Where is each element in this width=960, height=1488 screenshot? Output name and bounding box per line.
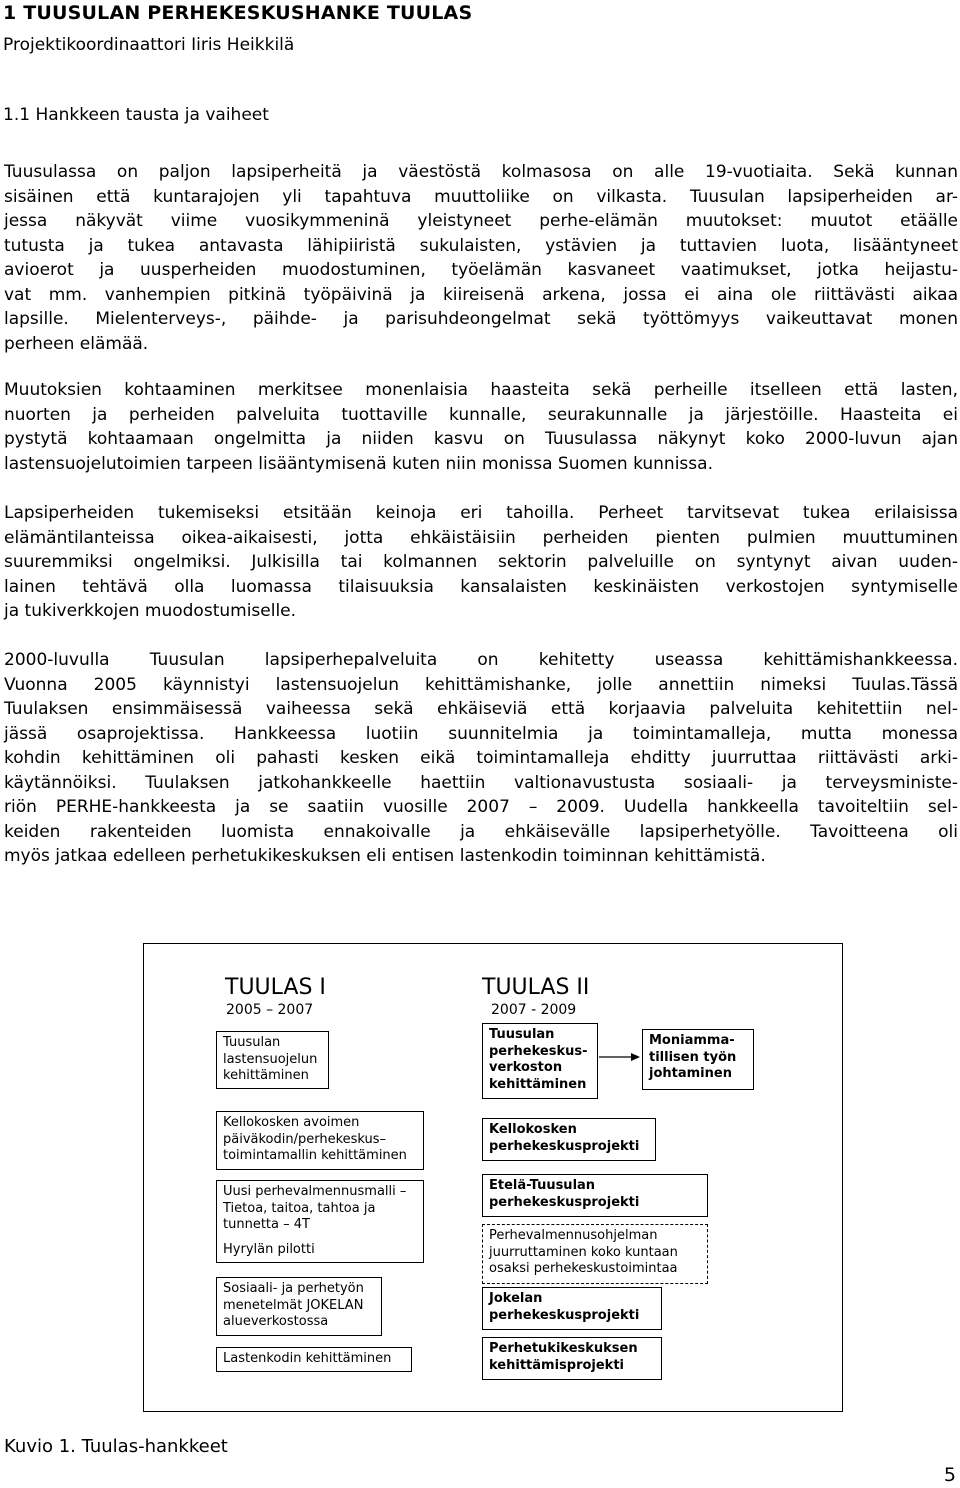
box-line: Uusi perhevalmennusmalli – [223,1184,407,1199]
box-line: kehittämisprojekti [489,1357,625,1373]
text-line: perheen elämää. [4,333,149,354]
text-line: jässä osaprojektissa. Hankkeessa luotiin suunnitelmia ja toimintamalleja, mutta monessa [4,723,958,744]
text-line: Tuusulassa on paljon lapsiperheitä ja väestöstä kolmasosa on alle 19-vuotiaita. Sekä kunnan [4,162,958,182]
box-line: johtaminen [649,1066,732,1081]
text-line: sisäinen että kuntarajojen yli tapahtuva muuttoliike on vilkasta. Tuusulan lapsiperheiden ar- [4,186,958,207]
box-line: verkoston [489,1060,563,1075]
box-line: Sosiaali- ja perhetyön [223,1281,364,1296]
paragraph-4 [4,648,958,869]
box-line: päiväkodin/perhekeskus– [223,1131,387,1147]
box-line: Jokelan [489,1291,543,1306]
section-heading: 1.1 Hankkeen tausta ja vaiheet [3,105,269,125]
text-line: pystytä kohtaamaan ongelmitta ja niiden kasvu on Tuusulassa näkynyt koko 2000-luvun ajan [4,429,958,449]
text-line: lainen tehtävä olla luomassa tilaisuuksia kansalaisten keskinäisten verkostojen syntymiselle [4,576,958,597]
tuulas-i-title: TUULAS I [225,975,326,1000]
text-line: nuorten ja perheiden palveluita tuottaville kunnalle, seurakunnalle ja järjestöille. Haasteita ei [4,404,958,425]
box-line: juurruttaminen koko kuntaan [489,1244,678,1260]
text-line: lapsille. Mielenterveys-, päihde- ja parisuhdeongelmat sekä työttömyys vaikeuttavat monen [4,309,958,329]
text-line: vat mm. vanhempien pitkinä työpäivinä ja kiireisenä arkena, jossa ei aina ole riittävästi aikaa [4,284,958,305]
box-line: menetelmät JOKELAN [223,1297,364,1313]
box-etela-tuusulan-perhekeskus [482,1174,708,1217]
text-line: Tuulaksen ensimmäisessä vaiheessa sekä ehkäiseviä että korjaavia palveluita kehitettiin nel- [4,699,958,719]
figure-caption: Kuvio 1. Tuulas-hankkeet [4,1436,228,1457]
box-line: kehittäminen [223,1068,309,1083]
box-line: Kellokosken [489,1122,577,1137]
text-line: suuremmiksi ongelmiksi. Julkisilla tai kolmannen sektorin palveluille on syntynyt aivan uuden- [4,552,958,572]
box-line: Lastenkodin kehittäminen [223,1351,392,1366]
text-line: avioerot ja uusperheiden muodostuminen, työelämän kasvaneet vaatimukset, jotka heijastu- [4,260,958,280]
box-line: kehittäminen [489,1076,587,1092]
text-line: Vuonna 2005 käynnistyi lastensuojelun kehittämishanke, jolle annettiin nimeksi Tuulas.Tässä [4,674,958,695]
page-number: 5 [943,1464,956,1486]
box-line: Perhetukikeskuksen [489,1341,638,1356]
author-line: Projektikoordinaattori Iiris Heikkilä [3,35,295,55]
box-line: lastensuojelun [223,1051,318,1067]
text-line: elämäntilanteissa oikea-aikaisesti, jotta ehkäistäisiin perheiden pienten pulmien muuttuminen [4,527,958,548]
text-line: kohdin kehittäminen oli pahasti kesken eikä toimintamalleja ehditty juurruttaa riittävästi arki- [4,748,958,768]
box-line: Hyrylän pilotti [223,1241,315,1257]
box-perhevalmennusohjelma [482,1224,708,1284]
text-line: tutusta ja tukea antavasta lähipiiristä sukulaisten, ystävien ja tuttavien luota, lisääntyneet [4,235,958,256]
box-line: Kellokosken avoimen [223,1115,360,1130]
box-kellokosken-perhekeskus [482,1118,656,1161]
text-line: lastensuojelutoimien tarpeen lisääntymisenä kuten niin monissa Suomen kunnissa. [4,453,713,474]
paragraph-3 [4,501,958,624]
box-line: Etelä-Tuusulan [489,1178,596,1193]
text-line: 2000-luvulla Tuusulan lapsiperhepalveluita on kehitetty useassa kehittämishankkeessa. [4,650,958,670]
box-line: osaksi perhekeskustoimintaa [489,1261,678,1276]
text-line: käytännöiksi. Tuulaksen jatkohankkeelle haettiin valtionavustusta sosiaali- ja terveysministe- [4,772,958,793]
box-line: tunnetta – 4T [223,1217,310,1232]
paragraph-1 [4,160,958,356]
document-heading: 1 TUUSULAN PERHEKESKUSHANKE TUULAS [3,2,473,24]
box-line: perhekeskusprojekti [489,1138,640,1154]
text-line: riön PERHE-hankkeesta ja se saatiin vuosille 2007 – 2009. Uudella hankkeella tavoiteltiin sel- [4,797,958,817]
box-line: perhekeskusprojekti [489,1194,640,1210]
tuulas-ii-title: TUULAS II [482,975,590,1000]
box-perhetukikeskus [482,1337,662,1380]
box-jokelan-perhekeskus [482,1287,662,1330]
box-line: tillisen työn [649,1049,737,1065]
box-line: perhekeskus- [489,1043,588,1059]
box-line: perhekeskusprojekti [489,1307,640,1323]
project-diagram [143,943,843,1412]
box-line: Tietoa, taitoa, tahtoa ja [223,1200,376,1216]
box-line: Perhevalmennusohjelman [489,1228,658,1243]
text-line: jessa näkyvät viime vuosikymmeninä yleistyneet perhe-elämän muutokset: muutot etäälle [4,211,958,231]
box-line: Tuusulan [489,1027,555,1042]
box-line: alueverkostossa [223,1314,329,1329]
text-line: Muutoksien kohtaaminen merkitsee monenlaisia haasteita sekä perheille itselleen että lasten, [4,380,958,400]
paragraph-2 [4,378,958,476]
text-line: myös jatkaa edelleen perhetukikeskuksen eli entisen lastenkodin toiminnan kehittämistä. [4,846,766,866]
box-line: Tuusulan [223,1035,281,1050]
text-line: ja tukiverkkojen muodostumiselle. [4,601,297,621]
tuulas-i-years: 2005 – 2007 [226,1002,314,1018]
text-line: Lapsiperheiden tukemiseksi etsitään keinoja eri tahoilla. Perheet tarvitsevat tukea erilaisissa [4,503,958,523]
text-line: keiden rakenteiden luomista ennakoivalle ja ehkäisevälle lapsiperhetyölle. Tavoitteena oli [4,821,958,842]
tuulas-ii-years: 2007 - 2009 [491,1002,577,1018]
box-line: Moniamma- [649,1033,735,1048]
box-line: toimintamallin kehittäminen [223,1148,407,1163]
